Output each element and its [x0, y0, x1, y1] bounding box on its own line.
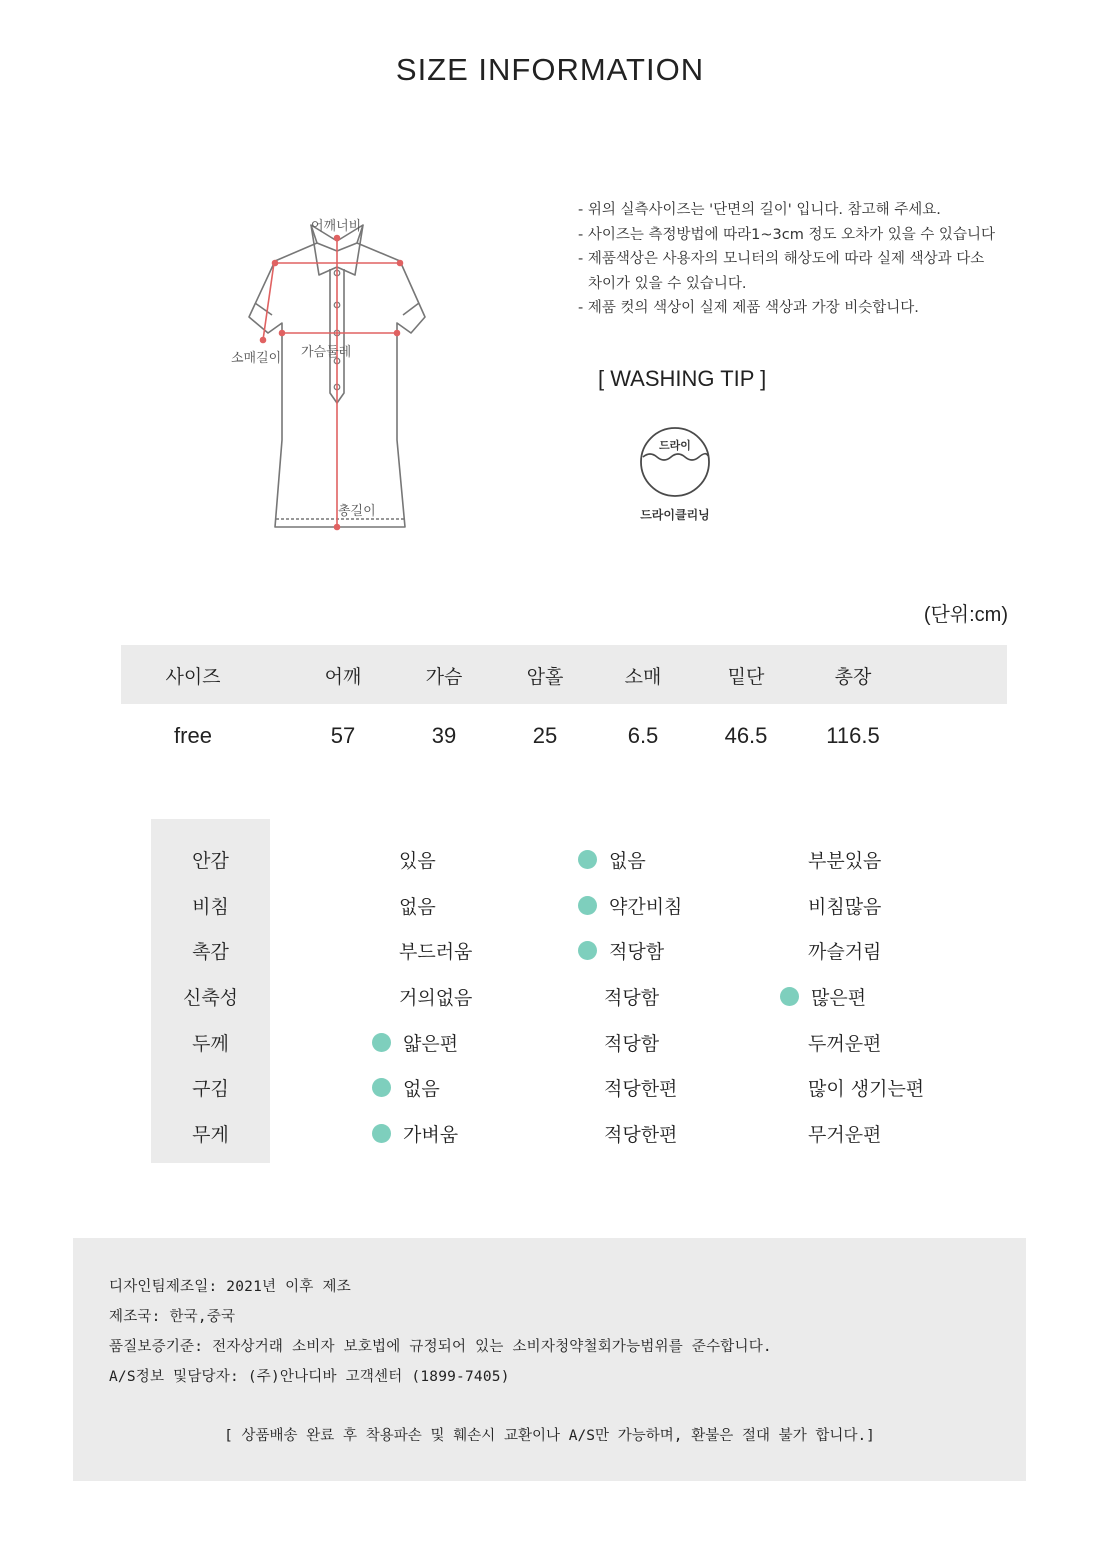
option-text: 얇은편: [403, 1033, 459, 1055]
property-option: [399, 937, 472, 964]
property-label: 두께: [192, 1033, 229, 1055]
property-option: [808, 1074, 924, 1101]
header-length: 총장: [834, 666, 872, 688]
value-hem: 46.5: [724, 723, 768, 748]
value-armhole: 25: [532, 723, 558, 748]
selected-dot-icon: [372, 1033, 391, 1052]
option-text: 까슬거림: [808, 941, 882, 963]
header-hem: 밑단: [727, 666, 765, 688]
property-option: [604, 1120, 677, 1147]
selected-dot-icon: [780, 987, 799, 1006]
property-option-selected: [578, 937, 664, 964]
option-text: 두꺼운편: [808, 1033, 882, 1055]
property-option-selected: [372, 1029, 458, 1056]
dry-icon-text: 드라이: [659, 439, 691, 452]
note-line: - 위의 실측사이즈는 '단면의 길이' 입니다. 참고해 주세요.: [578, 202, 941, 218]
option-text: 무거운편: [808, 1124, 882, 1146]
option-text: 거의없음: [399, 987, 473, 1009]
product-info-box: [73, 1238, 1026, 1481]
property-option: [604, 983, 659, 1010]
length-label: 총길이: [338, 504, 376, 519]
property-label: 안감: [192, 850, 229, 872]
property-option: [604, 1074, 677, 1101]
size-notes: [578, 198, 1048, 321]
header-armhole: 암홀: [526, 666, 564, 688]
property-option: [808, 1029, 881, 1056]
option-text: 없음: [609, 850, 646, 872]
property-option: [399, 846, 436, 873]
unit-label: (단위:cm): [923, 604, 1008, 626]
size-table-row: [121, 704, 1007, 768]
option-text: 많이 생기는편: [808, 1078, 925, 1100]
washing-tip-title: [ WASHING TIP ]: [598, 366, 767, 391]
selected-dot-icon: [578, 850, 597, 869]
option-text: 적당함: [604, 1033, 660, 1055]
note-line: - 사이즈는 측정방법에 따라1~3cm 정도 오차가 있을 수 있습니다: [578, 226, 995, 243]
value-size: free: [174, 723, 212, 748]
property-option: [808, 846, 881, 873]
property-label: 무게: [192, 1124, 229, 1146]
option-text: 적당한편: [604, 1124, 678, 1146]
property-label: 촉감: [192, 941, 229, 963]
shoulder-label: 어깨너비: [311, 219, 362, 234]
property-option: [808, 937, 881, 964]
property-label: 비침: [192, 896, 229, 918]
header-sleeve: 소매: [624, 666, 662, 688]
value-chest: 39: [431, 723, 457, 748]
header-chest: 가슴: [425, 666, 463, 688]
value-sleeve: 6.5: [627, 723, 659, 748]
option-text: 적당함: [609, 941, 665, 963]
sleeve-label: 소매길이: [231, 351, 282, 366]
note-line: - 제품색상은 사용자의 모니터의 해상도에 따라 실제 색상과 다소: [578, 251, 985, 267]
note-line: 차이가 있을 수 있습니다.: [588, 275, 747, 292]
option-text: 있음: [399, 850, 436, 872]
option-text: 약간비침: [609, 896, 683, 918]
size-table-header: [121, 645, 1007, 704]
dry-cleaning-caption: 드라이클리닝: [640, 508, 710, 522]
quality-standard: 품질보증기준: 전자상거래 소비자 보호법에 규정되어 있는 소비자청약철회가능범위를 준수합니다.: [109, 1339, 772, 1355]
as-contact: A/S정보 및담당자: (주)안나디바 고객센터 (1899-7405): [109, 1369, 510, 1385]
option-text: 적당한편: [604, 1078, 678, 1100]
property-option-selected: [780, 983, 866, 1010]
option-text: 비침많음: [808, 896, 882, 918]
selected-dot-icon: [578, 896, 597, 915]
option-text: 많은편: [811, 987, 867, 1009]
dry-cleaning-icon: [638, 425, 712, 499]
value-shoulder: 57: [330, 723, 356, 748]
selected-dot-icon: [372, 1124, 391, 1143]
selected-dot-icon: [372, 1078, 391, 1097]
design-date: 디자인팀제조일: 2021년 이후 제조: [109, 1279, 351, 1295]
chest-label: 가슴둘레: [301, 345, 352, 360]
garment-diagram: [225, 205, 455, 545]
property-option-selected: [578, 892, 682, 919]
option-text: 없음: [399, 896, 436, 918]
page-title: SIZE INFORMATION: [395, 52, 705, 87]
property-option: [399, 983, 472, 1010]
dress-outline-illustration: [225, 205, 455, 545]
country-of-manufacture: 제조국: 한국,중국: [109, 1309, 236, 1325]
header-shoulder: 어깨: [324, 666, 362, 688]
property-option: [808, 892, 881, 919]
option-text: 없음: [403, 1078, 440, 1100]
refund-notice: [ 상품배송 완료 후 착용파손 및 훼손시 교환이나 A/S만 가능하며, 환불은 절대 불가 합니다.]: [224, 1428, 875, 1444]
option-text: 부드러움: [399, 941, 473, 963]
property-label: 신축성: [182, 987, 239, 1009]
value-length: 116.5: [826, 723, 880, 748]
property-option-selected: [372, 1074, 440, 1101]
property-label: 구김: [192, 1078, 229, 1100]
option-text: 부분있음: [808, 850, 882, 872]
property-option-selected: [372, 1120, 458, 1147]
property-option: [399, 892, 436, 919]
option-text: 가벼움: [403, 1124, 459, 1146]
property-option-selected: [578, 846, 646, 873]
selected-dot-icon: [578, 941, 597, 960]
note-line: - 제품 컷의 색상이 실제 제품 색상과 가장 비슷합니다.: [578, 300, 919, 316]
property-option: [604, 1029, 659, 1056]
property-option: [808, 1120, 881, 1147]
header-size: 사이즈: [165, 666, 221, 688]
option-text: 적당함: [604, 987, 660, 1009]
